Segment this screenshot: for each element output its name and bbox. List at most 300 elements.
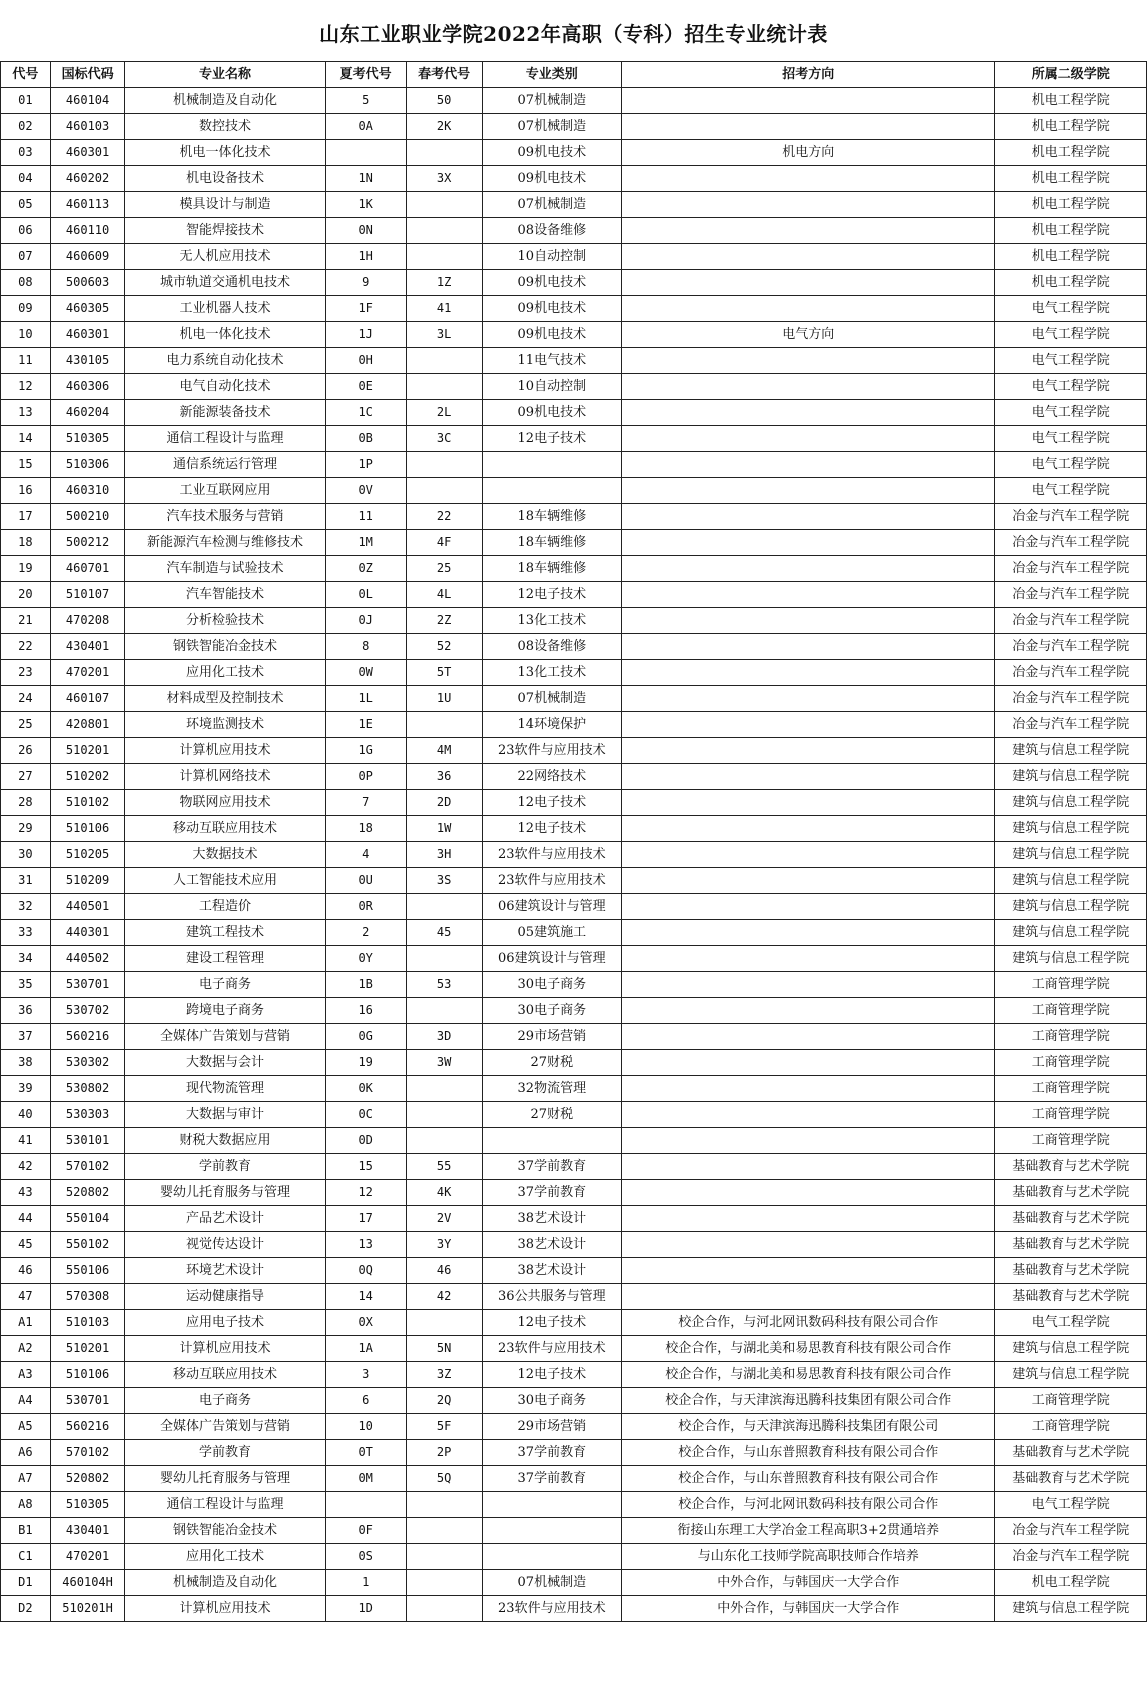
header-row	[1, 62, 1147, 88]
cell-direction	[622, 738, 995, 764]
cell-summer-code: 0J	[325, 608, 406, 634]
cell-direction: 校企合作，与湖北美和易思教育科技有限公司合作	[622, 1362, 995, 1388]
cell-national-code: 530802	[50, 1076, 125, 1102]
cell-national-code: 460204	[50, 400, 125, 426]
cell-college: 电气工程学院	[995, 296, 1147, 322]
cell-national-code: 530101	[50, 1128, 125, 1154]
table-row	[1, 608, 1147, 634]
cell-code: 25	[1, 712, 51, 738]
cell-category: 23软件与应用技术	[482, 738, 622, 764]
cell-summer-code: 6	[325, 1388, 406, 1414]
cell-college: 电气工程学院	[995, 1492, 1147, 1518]
cell-college: 电气工程学院	[995, 322, 1147, 348]
cell-spring-code: 22	[406, 504, 482, 530]
table-row	[1, 1102, 1147, 1128]
cell-national-code: 510106	[50, 816, 125, 842]
cell-summer-code: 0T	[325, 1440, 406, 1466]
cell-major-name: 钢铁智能冶金技术	[125, 634, 325, 660]
cell-spring-code	[406, 192, 482, 218]
cell-code: C1	[1, 1544, 51, 1570]
cell-national-code: 530702	[50, 998, 125, 1024]
table-row	[1, 1440, 1147, 1466]
cell-code: A7	[1, 1466, 51, 1492]
cell-code: 47	[1, 1284, 51, 1310]
cell-national-code: 430401	[50, 1518, 125, 1544]
table-body	[1, 88, 1147, 1622]
cell-code: 10	[1, 322, 51, 348]
table-row	[1, 504, 1147, 530]
cell-spring-code: 45	[406, 920, 482, 946]
cell-summer-code: 8	[325, 634, 406, 660]
cell-major-name: 工业互联网应用	[125, 478, 325, 504]
table-row	[1, 88, 1147, 114]
cell-code: 32	[1, 894, 51, 920]
header-summer-code: 夏考代号	[325, 62, 406, 88]
cell-category	[482, 1492, 622, 1518]
cell-national-code: 460107	[50, 686, 125, 712]
cell-category: 29市场营销	[482, 1414, 622, 1440]
cell-major-name: 财税大数据应用	[125, 1128, 325, 1154]
cell-major-name: 机电一体化技术	[125, 140, 325, 166]
cell-college: 基础教育与艺术学院	[995, 1232, 1147, 1258]
cell-spring-code: 2D	[406, 790, 482, 816]
table-row	[1, 1336, 1147, 1362]
cell-category: 30电子商务	[482, 998, 622, 1024]
cell-national-code: 460305	[50, 296, 125, 322]
cell-college: 冶金与汽车工程学院	[995, 504, 1147, 530]
cell-category: 09机电技术	[482, 296, 622, 322]
cell-summer-code: 0Q	[325, 1258, 406, 1284]
cell-spring-code	[406, 244, 482, 270]
cell-direction: 校企合作，与山东普照教育科技有限公司合作	[622, 1440, 995, 1466]
cell-college: 电气工程学院	[995, 374, 1147, 400]
cell-national-code: 500603	[50, 270, 125, 296]
table-row	[1, 1128, 1147, 1154]
cell-national-code: 560216	[50, 1414, 125, 1440]
cell-direction	[622, 1180, 995, 1206]
table-row	[1, 1596, 1147, 1622]
cell-national-code: 530303	[50, 1102, 125, 1128]
cell-direction: 与山东化工技师学院高职技师合作培养	[622, 1544, 995, 1570]
cell-major-name: 应用化工技术	[125, 660, 325, 686]
cell-summer-code: 1E	[325, 712, 406, 738]
cell-national-code: 440301	[50, 920, 125, 946]
cell-category: 11电气技术	[482, 348, 622, 374]
cell-code: 39	[1, 1076, 51, 1102]
cell-major-name: 环境监测技术	[125, 712, 325, 738]
cell-major-name: 环境艺术设计	[125, 1258, 325, 1284]
cell-direction	[622, 634, 995, 660]
cell-direction	[622, 88, 995, 114]
cell-code: 30	[1, 842, 51, 868]
cell-direction: 校企合作，与河北网讯数码科技有限公司合作	[622, 1310, 995, 1336]
table-row	[1, 166, 1147, 192]
cell-direction	[622, 764, 995, 790]
cell-spring-code	[406, 946, 482, 972]
cell-category: 37学前教育	[482, 1154, 622, 1180]
cell-spring-code: 3X	[406, 166, 482, 192]
cell-college: 机电工程学院	[995, 270, 1147, 296]
table-row	[1, 374, 1147, 400]
cell-category: 07机械制造	[482, 88, 622, 114]
cell-category: 12电子技术	[482, 1310, 622, 1336]
cell-major-name: 移动互联应用技术	[125, 816, 325, 842]
cell-spring-code	[406, 998, 482, 1024]
cell-category: 27财税	[482, 1102, 622, 1128]
cell-spring-code: 2L	[406, 400, 482, 426]
cell-college: 冶金与汽车工程学院	[995, 556, 1147, 582]
cell-direction	[622, 946, 995, 972]
cell-major-name: 数控技术	[125, 114, 325, 140]
cell-category: 12电子技术	[482, 1362, 622, 1388]
cell-category: 06建筑设计与管理	[482, 894, 622, 920]
cell-national-code: 510209	[50, 868, 125, 894]
table-row	[1, 1024, 1147, 1050]
table-row	[1, 114, 1147, 140]
cell-summer-code: 17	[325, 1206, 406, 1232]
cell-national-code: 510205	[50, 842, 125, 868]
cell-national-code: 430401	[50, 634, 125, 660]
cell-major-name: 建设工程管理	[125, 946, 325, 972]
cell-code: 46	[1, 1258, 51, 1284]
cell-direction	[622, 426, 995, 452]
cell-code: 21	[1, 608, 51, 634]
cell-code: 40	[1, 1102, 51, 1128]
cell-direction	[622, 1284, 995, 1310]
cell-category: 18车辆维修	[482, 556, 622, 582]
cell-summer-code: 5	[325, 88, 406, 114]
cell-college: 机电工程学院	[995, 140, 1147, 166]
cell-major-name: 大数据技术	[125, 842, 325, 868]
cell-spring-code: 3Z	[406, 1362, 482, 1388]
cell-college: 建筑与信息工程学院	[995, 842, 1147, 868]
cell-national-code: 470208	[50, 608, 125, 634]
cell-direction: 中外合作，与韩国庆一大学合作	[622, 1570, 995, 1596]
cell-direction	[622, 608, 995, 634]
cell-direction	[622, 452, 995, 478]
cell-direction	[622, 244, 995, 270]
cell-summer-code: 18	[325, 816, 406, 842]
cell-code: 45	[1, 1232, 51, 1258]
cell-spring-code	[406, 1492, 482, 1518]
cell-national-code: 460104	[50, 88, 125, 114]
cell-summer-code: 0R	[325, 894, 406, 920]
cell-national-code: 470201	[50, 1544, 125, 1570]
cell-direction	[622, 1206, 995, 1232]
cell-category: 36公共服务与管理	[482, 1284, 622, 1310]
cell-category: 09机电技术	[482, 140, 622, 166]
cell-direction	[622, 192, 995, 218]
cell-summer-code: 0A	[325, 114, 406, 140]
cell-code: 33	[1, 920, 51, 946]
cell-major-name: 计算机应用技术	[125, 1336, 325, 1362]
cell-major-name: 机电设备技术	[125, 166, 325, 192]
cell-national-code: 550106	[50, 1258, 125, 1284]
cell-major-name: 钢铁智能冶金技术	[125, 1518, 325, 1544]
cell-summer-code: 1M	[325, 530, 406, 556]
cell-summer-code: 19	[325, 1050, 406, 1076]
cell-summer-code: 0V	[325, 478, 406, 504]
cell-direction	[622, 556, 995, 582]
cell-major-name: 视觉传达设计	[125, 1232, 325, 1258]
cell-college: 建筑与信息工程学院	[995, 868, 1147, 894]
cell-summer-code: 0M	[325, 1466, 406, 1492]
cell-major-name: 物联网应用技术	[125, 790, 325, 816]
cell-college: 电气工程学院	[995, 452, 1147, 478]
cell-category: 38艺术设计	[482, 1232, 622, 1258]
cell-major-name: 大数据与会计	[125, 1050, 325, 1076]
cell-direction	[622, 790, 995, 816]
cell-college: 建筑与信息工程学院	[995, 1336, 1147, 1362]
cell-college: 基础教育与艺术学院	[995, 1440, 1147, 1466]
cell-spring-code	[406, 1596, 482, 1622]
enrollment-table	[0, 61, 1147, 1622]
cell-college: 电气工程学院	[995, 1310, 1147, 1336]
cell-direction	[622, 712, 995, 738]
cell-national-code: 460310	[50, 478, 125, 504]
cell-code: 07	[1, 244, 51, 270]
cell-code: 34	[1, 946, 51, 972]
cell-summer-code: 0C	[325, 1102, 406, 1128]
cell-major-name: 城市轨道交通机电技术	[125, 270, 325, 296]
header-college: 所属二级学院	[995, 62, 1147, 88]
cell-category: 08设备维修	[482, 634, 622, 660]
cell-code: 20	[1, 582, 51, 608]
cell-college: 建筑与信息工程学院	[995, 1596, 1147, 1622]
cell-spring-code: 3D	[406, 1024, 482, 1050]
cell-college: 基础教育与艺术学院	[995, 1206, 1147, 1232]
cell-category: 12电子技术	[482, 426, 622, 452]
cell-code: 29	[1, 816, 51, 842]
cell-major-name: 无人机应用技术	[125, 244, 325, 270]
cell-major-name: 材料成型及控制技术	[125, 686, 325, 712]
table-row	[1, 1258, 1147, 1284]
cell-direction: 校企合作，与天津滨海迅腾科技集团有限公司	[622, 1414, 995, 1440]
cell-summer-code: 1J	[325, 322, 406, 348]
cell-code: A3	[1, 1362, 51, 1388]
cell-direction: 电气方向	[622, 322, 995, 348]
cell-category: 07机械制造	[482, 192, 622, 218]
cell-spring-code: 52	[406, 634, 482, 660]
cell-national-code: 520802	[50, 1466, 125, 1492]
cell-national-code: 500212	[50, 530, 125, 556]
cell-major-name: 学前教育	[125, 1154, 325, 1180]
cell-code: 43	[1, 1180, 51, 1206]
cell-summer-code: 0B	[325, 426, 406, 452]
cell-national-code: 460202	[50, 166, 125, 192]
cell-college: 工商管理学院	[995, 1388, 1147, 1414]
cell-category: 37学前教育	[482, 1440, 622, 1466]
cell-summer-code: 13	[325, 1232, 406, 1258]
table-row	[1, 1232, 1147, 1258]
cell-code: A5	[1, 1414, 51, 1440]
cell-spring-code	[406, 218, 482, 244]
cell-direction	[622, 1050, 995, 1076]
cell-spring-code: 25	[406, 556, 482, 582]
cell-major-name: 建筑工程技术	[125, 920, 325, 946]
cell-college: 工商管理学院	[995, 1076, 1147, 1102]
table-row	[1, 582, 1147, 608]
cell-major-name: 机电一体化技术	[125, 322, 325, 348]
cell-category: 37学前教育	[482, 1466, 622, 1492]
cell-summer-code: 1G	[325, 738, 406, 764]
cell-national-code: 510103	[50, 1310, 125, 1336]
cell-college: 工商管理学院	[995, 998, 1147, 1024]
cell-code: D2	[1, 1596, 51, 1622]
cell-college: 机电工程学院	[995, 218, 1147, 244]
cell-code: 02	[1, 114, 51, 140]
cell-category: 22网络技术	[482, 764, 622, 790]
cell-major-name: 新能源装备技术	[125, 400, 325, 426]
table-row	[1, 270, 1147, 296]
cell-spring-code	[406, 478, 482, 504]
cell-national-code: 440502	[50, 946, 125, 972]
table-row	[1, 322, 1147, 348]
cell-category	[482, 1544, 622, 1570]
cell-category: 23软件与应用技术	[482, 868, 622, 894]
cell-national-code: 460701	[50, 556, 125, 582]
cell-code: 01	[1, 88, 51, 114]
cell-direction	[622, 114, 995, 140]
cell-code: 13	[1, 400, 51, 426]
cell-spring-code: 1W	[406, 816, 482, 842]
table-row	[1, 660, 1147, 686]
cell-summer-code: 0U	[325, 868, 406, 894]
cell-direction	[622, 1232, 995, 1258]
cell-major-name: 通信工程设计与监理	[125, 426, 325, 452]
cell-national-code: 550104	[50, 1206, 125, 1232]
table-row	[1, 218, 1147, 244]
table-row	[1, 998, 1147, 1024]
cell-summer-code: 0Y	[325, 946, 406, 972]
cell-major-name: 模具设计与制造	[125, 192, 325, 218]
cell-code: 26	[1, 738, 51, 764]
cell-college: 冶金与汽车工程学院	[995, 1518, 1147, 1544]
cell-category: 38艺术设计	[482, 1258, 622, 1284]
cell-college: 建筑与信息工程学院	[995, 764, 1147, 790]
cell-summer-code	[325, 140, 406, 166]
cell-national-code: 460103	[50, 114, 125, 140]
table-row	[1, 842, 1147, 868]
cell-summer-code: 4	[325, 842, 406, 868]
table-row	[1, 1310, 1147, 1336]
cell-spring-code: 3W	[406, 1050, 482, 1076]
cell-national-code: 530701	[50, 1388, 125, 1414]
cell-summer-code: 1D	[325, 1596, 406, 1622]
cell-direction	[622, 1154, 995, 1180]
cell-code: 12	[1, 374, 51, 400]
cell-direction	[622, 348, 995, 374]
cell-code: 35	[1, 972, 51, 998]
table-row	[1, 556, 1147, 582]
cell-national-code: 460110	[50, 218, 125, 244]
cell-code: 31	[1, 868, 51, 894]
cell-spring-code	[406, 1128, 482, 1154]
cell-national-code: 510107	[50, 582, 125, 608]
cell-summer-code: 10	[325, 1414, 406, 1440]
cell-category: 05建筑施工	[482, 920, 622, 946]
cell-spring-code	[406, 1570, 482, 1596]
cell-college: 机电工程学院	[995, 244, 1147, 270]
cell-national-code: 530701	[50, 972, 125, 998]
cell-summer-code: 0G	[325, 1024, 406, 1050]
cell-code: A4	[1, 1388, 51, 1414]
cell-summer-code: 1	[325, 1570, 406, 1596]
cell-direction	[622, 296, 995, 322]
cell-direction	[622, 530, 995, 556]
cell-code: D1	[1, 1570, 51, 1596]
cell-college: 建筑与信息工程学院	[995, 790, 1147, 816]
cell-major-name: 应用化工技术	[125, 1544, 325, 1570]
cell-national-code: 460301	[50, 140, 125, 166]
cell-direction: 中外合作，与韩国庆一大学合作	[622, 1596, 995, 1622]
cell-spring-code: 3H	[406, 842, 482, 868]
header-major-name: 专业名称	[125, 62, 325, 88]
cell-national-code: 510102	[50, 790, 125, 816]
cell-direction	[622, 660, 995, 686]
cell-summer-code: 14	[325, 1284, 406, 1310]
cell-direction: 校企合作，与湖北美和易思教育科技有限公司合作	[622, 1336, 995, 1362]
cell-national-code: 470201	[50, 660, 125, 686]
cell-major-name: 运动健康指导	[125, 1284, 325, 1310]
cell-college: 电气工程学院	[995, 478, 1147, 504]
cell-category: 14环境保护	[482, 712, 622, 738]
cell-national-code: 430105	[50, 348, 125, 374]
table-row	[1, 1206, 1147, 1232]
cell-major-name: 电子商务	[125, 972, 325, 998]
cell-summer-code: 0P	[325, 764, 406, 790]
cell-major-name: 工程造价	[125, 894, 325, 920]
cell-direction	[622, 972, 995, 998]
cell-college: 冶金与汽车工程学院	[995, 582, 1147, 608]
cell-spring-code	[406, 1102, 482, 1128]
cell-spring-code: 3S	[406, 868, 482, 894]
cell-major-name: 跨境电子商务	[125, 998, 325, 1024]
cell-direction	[622, 1024, 995, 1050]
cell-major-name: 智能焊接技术	[125, 218, 325, 244]
cell-category: 13化工技术	[482, 608, 622, 634]
cell-national-code: 460306	[50, 374, 125, 400]
cell-category: 18车辆维修	[482, 504, 622, 530]
cell-college: 电气工程学院	[995, 426, 1147, 452]
cell-spring-code: 2Q	[406, 1388, 482, 1414]
cell-major-name: 移动互联应用技术	[125, 1362, 325, 1388]
cell-summer-code: 0W	[325, 660, 406, 686]
cell-summer-code: 1P	[325, 452, 406, 478]
cell-national-code: 510106	[50, 1362, 125, 1388]
cell-code: 44	[1, 1206, 51, 1232]
cell-college: 冶金与汽车工程学院	[995, 530, 1147, 556]
cell-code: 16	[1, 478, 51, 504]
cell-major-name: 全媒体广告策划与营销	[125, 1414, 325, 1440]
cell-national-code: 570102	[50, 1154, 125, 1180]
cell-direction	[622, 686, 995, 712]
table-row	[1, 1544, 1147, 1570]
cell-spring-code	[406, 452, 482, 478]
cell-code: 08	[1, 270, 51, 296]
cell-college: 电气工程学院	[995, 400, 1147, 426]
cell-category: 37学前教育	[482, 1180, 622, 1206]
cell-direction	[622, 270, 995, 296]
cell-major-name: 学前教育	[125, 1440, 325, 1466]
cell-national-code: 550102	[50, 1232, 125, 1258]
cell-category: 07机械制造	[482, 1570, 622, 1596]
cell-category: 23软件与应用技术	[482, 1596, 622, 1622]
table-row	[1, 296, 1147, 322]
table-row	[1, 530, 1147, 556]
cell-college: 基础教育与艺术学院	[995, 1258, 1147, 1284]
cell-spring-code	[406, 1518, 482, 1544]
